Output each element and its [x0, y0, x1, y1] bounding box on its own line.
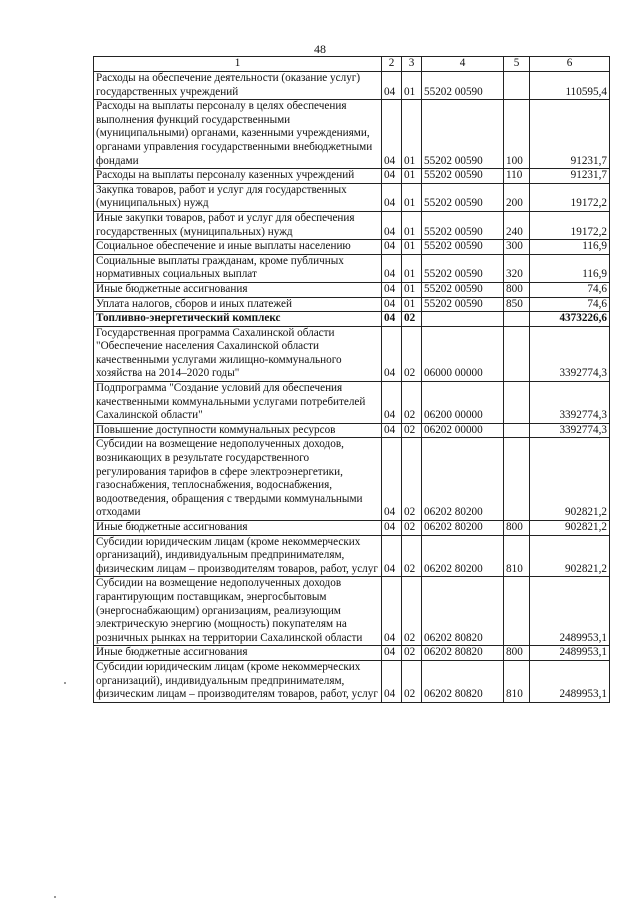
subsection-code: 02 [402, 577, 422, 646]
table-header-row [94, 57, 610, 72]
row-name: Закупка товаров, работ и услуг для государственных (муниципальных) нужд [94, 183, 382, 211]
subsection-code: 01 [402, 211, 422, 239]
table-row [94, 72, 610, 100]
subsection-code: 01 [402, 240, 422, 255]
expense-type-code [504, 577, 530, 646]
subsection-code: 02 [402, 312, 422, 327]
section-code: 04 [382, 535, 402, 577]
amount: 116,9 [530, 254, 610, 282]
table-row [94, 438, 610, 521]
target-article-code: 06202 80200 [422, 438, 504, 521]
expense-type-code [504, 382, 530, 424]
amount: 91231,7 [530, 100, 610, 169]
expense-type-code [504, 438, 530, 521]
table-row [94, 326, 610, 381]
section-code: 04 [382, 100, 402, 169]
amount: 116,9 [530, 240, 610, 255]
table-row [94, 382, 610, 424]
target-article-code: 55202 00590 [422, 169, 504, 184]
subsection-code: 02 [402, 438, 422, 521]
section-code: 04 [382, 326, 402, 381]
row-name: Иные бюджетные ассигнования [94, 282, 382, 297]
table-row [94, 169, 610, 184]
row-name: Субсидии юридическим лицам (кроме некоммерческих организаций), индивидуальным предпринимателям, физическим лицам – производителям товаров, работ, услуг [94, 660, 382, 702]
target-article-code: 55202 00590 [422, 297, 504, 312]
scan-speck [54, 896, 56, 898]
column-header: 3 [402, 57, 422, 72]
amount: 902821,2 [530, 521, 610, 536]
table-row [94, 521, 610, 536]
amount: 3392774,3 [530, 326, 610, 381]
row-name: Субсидии на возмещение недополученных доходов, возникающих в результате государственного регулирования тарифов в сфере электроэнергетики, газоснабжения, теплоснабжения, водоснабжения, водоотведения, обращения с твердыми коммунальными отходами [94, 438, 382, 521]
section-code: 04 [382, 423, 402, 438]
amount: 902821,2 [530, 535, 610, 577]
row-name: Расходы на выплаты персоналу казенных учреждений [94, 169, 382, 184]
target-article-code: 06202 80200 [422, 521, 504, 536]
section-code: 04 [382, 577, 402, 646]
column-header: 5 [504, 57, 530, 72]
table-row [94, 535, 610, 577]
amount: 902821,2 [530, 438, 610, 521]
expense-type-code: 320 [504, 254, 530, 282]
expense-type-code [504, 423, 530, 438]
row-name: Расходы на обеспечение деятельности (оказание услуг) государственных учреждений [94, 72, 382, 100]
subsection-code: 02 [402, 646, 422, 661]
subsection-code: 01 [402, 254, 422, 282]
subsection-code: 01 [402, 183, 422, 211]
target-article-code: 06202 80820 [422, 660, 504, 702]
target-article-code: 55202 00590 [422, 100, 504, 169]
expense-type-code [504, 72, 530, 100]
subsection-code: 02 [402, 382, 422, 424]
expense-type-code: 200 [504, 183, 530, 211]
table-row [94, 183, 610, 211]
table-row [94, 312, 610, 327]
amount: 91231,7 [530, 169, 610, 184]
subsection-code: 02 [402, 535, 422, 577]
row-name: Государственная программа Сахалинской области "Обеспечение населения Сахалинской области качественными услугами жилищно-коммунального хозяйства на 2014–2020 годы" [94, 326, 382, 381]
row-name: Расходы на выплаты персоналу в целях обеспечения выполнения функций государственными (муниципальными) органами, казенными учреждениями, органами управления государственными внебюджетными фондами [94, 100, 382, 169]
target-article-code: 06202 00000 [422, 423, 504, 438]
budget-table [93, 56, 610, 703]
expense-type-code: 800 [504, 282, 530, 297]
section-code: 04 [382, 72, 402, 100]
target-article-code: 06000 00000 [422, 326, 504, 381]
amount: 19172,2 [530, 183, 610, 211]
expense-type-code: 100 [504, 100, 530, 169]
section-code: 04 [382, 240, 402, 255]
row-name: Иные бюджетные ассигнования [94, 646, 382, 661]
section-code: 04 [382, 183, 402, 211]
target-article-code: 06202 80200 [422, 535, 504, 577]
table-row [94, 297, 610, 312]
table-row [94, 282, 610, 297]
amount: 74,6 [530, 297, 610, 312]
row-name: Иные бюджетные ассигнования [94, 521, 382, 536]
subsection-code: 02 [402, 423, 422, 438]
amount: 19172,2 [530, 211, 610, 239]
target-article-code: 55202 00590 [422, 72, 504, 100]
section-code: 04 [382, 254, 402, 282]
target-article-code: 55202 00590 [422, 211, 504, 239]
target-article-code: 06202 80820 [422, 577, 504, 646]
row-name: Подпрограмма "Создание условий для обеспечения качественными коммунальными услугами потребителей Сахалинской области" [94, 382, 382, 424]
section-code: 04 [382, 297, 402, 312]
row-name: Уплата налогов, сборов и иных платежей [94, 297, 382, 312]
table-row [94, 211, 610, 239]
row-name: Иные закупки товаров, работ и услуг для обеспечения государственных (муниципальных) нужд [94, 211, 382, 239]
row-name: Субсидии юридическим лицам (кроме некоммерческих организаций), индивидуальным предпринимателям, физическим лицам – производителям товаров, работ, услуг [94, 535, 382, 577]
target-article-code: 55202 00590 [422, 282, 504, 297]
target-article-code [422, 312, 504, 327]
amount: 4373226,6 [530, 312, 610, 327]
row-name: Топливно-энергетический комплекс [94, 312, 382, 327]
expense-type-code: 850 [504, 297, 530, 312]
subsection-code: 02 [402, 521, 422, 536]
table-row [94, 100, 610, 169]
column-header: 2 [382, 57, 402, 72]
amount: 74,6 [530, 282, 610, 297]
subsection-code: 01 [402, 169, 422, 184]
row-name: Социальные выплаты гражданам, кроме публичных нормативных социальных выплат [94, 254, 382, 282]
section-code: 04 [382, 438, 402, 521]
section-code: 04 [382, 646, 402, 661]
subsection-code: 02 [402, 326, 422, 381]
expense-type-code: 800 [504, 521, 530, 536]
expense-type-code: 810 [504, 660, 530, 702]
subsection-code: 01 [402, 100, 422, 169]
section-code: 04 [382, 660, 402, 702]
target-article-code: 06200 00000 [422, 382, 504, 424]
amount: 2489953,1 [530, 646, 610, 661]
expense-type-code: 300 [504, 240, 530, 255]
table-row [94, 577, 610, 646]
row-name: Социальное обеспечение и иные выплаты населению [94, 240, 382, 255]
expense-type-code: 240 [504, 211, 530, 239]
section-code: 04 [382, 382, 402, 424]
section-code: 04 [382, 211, 402, 239]
expense-type-code: 810 [504, 535, 530, 577]
target-article-code: 55202 00590 [422, 254, 504, 282]
subsection-code: 01 [402, 72, 422, 100]
scan-speck [64, 682, 66, 684]
row-name: Повышение доступности коммунальных ресурсов [94, 423, 382, 438]
amount: 2489953,1 [530, 660, 610, 702]
table-row [94, 646, 610, 661]
amount: 110595,4 [530, 72, 610, 100]
amount: 2489953,1 [530, 577, 610, 646]
expense-type-code [504, 312, 530, 327]
page-number: 48 [314, 42, 326, 56]
expense-type-code: 800 [504, 646, 530, 661]
target-article-code: 55202 00590 [422, 183, 504, 211]
section-code: 04 [382, 521, 402, 536]
amount: 3392774,3 [530, 382, 610, 424]
amount: 3392774,3 [530, 423, 610, 438]
expense-type-code: 110 [504, 169, 530, 184]
table-row [94, 423, 610, 438]
subsection-code: 02 [402, 660, 422, 702]
table-row [94, 660, 610, 702]
target-article-code: 06202 80820 [422, 646, 504, 661]
row-name: Субсидии на возмещение недополученных доходов гарантирующим поставщикам, энергосбытовым (энергоснабжающим) организациям, реализующим электрическую энергию (мощность) покупателям на розничных рынках на территории Сахалинской области [94, 577, 382, 646]
column-header: 1 [94, 57, 382, 72]
section-code: 04 [382, 169, 402, 184]
section-code: 04 [382, 282, 402, 297]
target-article-code: 55202 00590 [422, 240, 504, 255]
table-row [94, 240, 610, 255]
column-header: 6 [530, 57, 610, 72]
section-code: 04 [382, 312, 402, 327]
subsection-code: 01 [402, 297, 422, 312]
expense-type-code [504, 326, 530, 381]
subsection-code: 01 [402, 282, 422, 297]
table-row [94, 254, 610, 282]
column-header: 4 [422, 57, 504, 72]
